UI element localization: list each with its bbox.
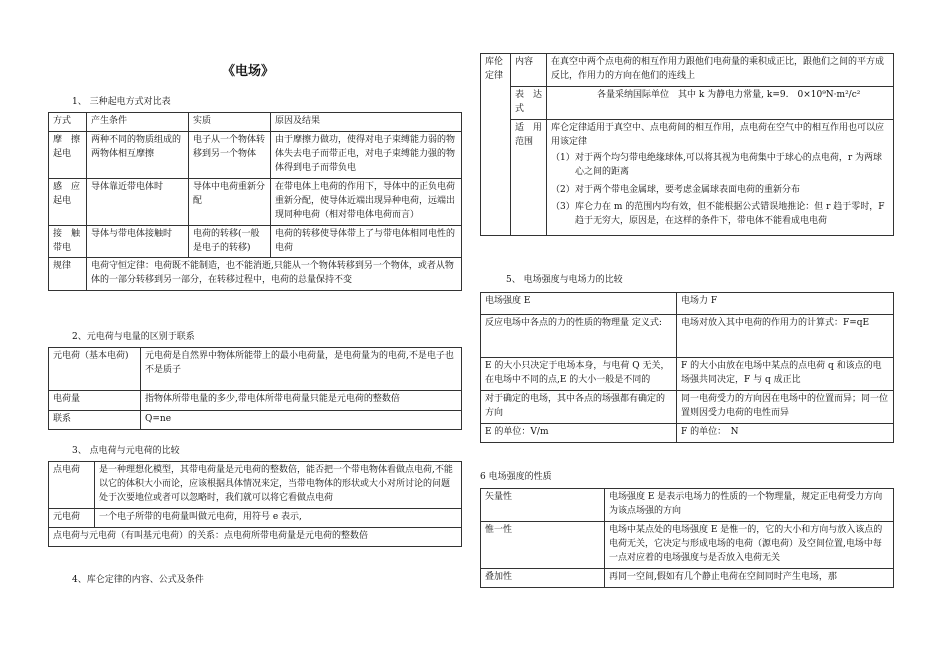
table-header-cell: 产生条件 [87,113,189,132]
table-cell: 两种不同的物质组成的两物体相互摩擦 [87,131,189,178]
list-item [551,201,889,229]
section-2-heading: 2、元电荷与电量的区别于联系 [72,332,195,342]
table-cell: 元电荷是自然界中物体所能带上的最小电荷量，是电荷量为的电荷,不是电子也不是质子 [141,348,462,391]
table-row [481,489,894,522]
table-cell: 电子从一个物体转移到另一个物体 [189,131,271,178]
table-cell: 一个电子所带的电荷量叫做元电荷，用符号 e 表示, [95,508,462,527]
coulomb-group-label: 库伦定律 [481,54,511,236]
table-row [49,527,462,546]
table-cell: 内容 [511,54,547,87]
point-charge-table [48,461,462,547]
table-cell: 电荷量 [49,391,141,411]
table-cell: 指物体所带电量的多少,带电体所带电荷量只能是元电荷的整数倍 [141,391,462,411]
table-cell: 由于摩擦力做功，使得对电子束缚能力弱的物体失去电子而带正电，对电子束缚能力强的物体得到电子而带负电 [271,131,462,178]
coulomb-law-table [480,53,894,236]
table-cell: 导体靠近带电体时 [87,178,189,225]
table-row [49,411,462,430]
law-text: 电荷守恒定律：电荷既不能制造，也不能消逝,只能从一个物体转移到另一个物体，或者从物体的一部分转移到另一部分，在转移过程中，电荷的总量保持不变 [87,258,462,291]
section-1-heading: 1、 三种起电方式对比表 [72,97,171,107]
table-cell: 电场对放入其中电荷的作用力的计算式：F=qE [677,315,894,358]
table-cell: 是一种理想化模型，其带电荷量是元电荷的整数倍，能否把一个带电物体看做点电荷,不能以它的体积大小而论，应该根据具体情况来定，当带电物体的形状或大小对所讨论的问题处于次要地位或者可以忽略时，我们就可以将它看做点电荷 [95,462,462,509]
relation-text: 点电荷与元电荷（有叫基元电荷）的关系：点电荷所带电荷量是元电荷的整数倍 [49,527,462,546]
list-item [551,184,889,198]
section-4-heading: 4、库仑定律的内容、公式及条件 [72,575,204,585]
list-item [551,152,889,180]
field-properties-table [480,488,894,588]
table-row [481,293,894,315]
table-row [481,315,894,358]
table-cell: E 的大小只决定于电场本身，与电荷 Q 无关，在电场中不同的点,E 的大小一般是不同的 [481,358,677,391]
law-label: 规律 [49,258,87,291]
section-3-heading: 3、 点电荷与元电荷的比较 [72,446,180,456]
table-cell: 电场力 F [677,293,894,315]
table-cell: 矢量性 [481,489,605,522]
table-cell: 表 达式 [511,86,547,119]
list-item-text: 库仑力在 m 的范围内均有效，但不能根据公式错误地推论：但 r 趋于零时，F 趋于无穷大，原因是，在这样的条件下，带电体不能看成电电荷 [575,202,885,227]
table-cell: 同一电荷受力的方向因在电场中的位置而异；同一位置则因受力电荷的电性而异 [677,390,894,423]
table-cell: 电场强度 E 是表示电场力的性质的一个物理量，规定正电荷受力方向为该点场强的方向 [605,489,894,522]
table-cell [547,119,894,236]
table-row [49,462,462,509]
table-row [481,423,894,442]
table-row [481,54,894,87]
table-header-row [49,113,462,132]
table-row [481,568,894,587]
table-cell: F 的大小由放在电场中某点的点电荷 q 和该点的电场强共同决定，F 与 q 成正比 [677,358,894,391]
table-cell: 惟一性 [481,521,605,568]
table-cell: 导体与带电体接触时 [87,225,189,258]
table-cell: F 的单位： N [677,423,894,442]
table-cell: 电荷的转移(一般是电子的转移) [189,225,271,258]
table-cell: 导体中电荷重新分配 [189,178,271,225]
table-cell: 接 触带电 [49,225,87,258]
charging-methods-table [48,112,462,291]
table-cell: 对于确定的电场，其中各点的场强都有确定的方向 [481,390,677,423]
table-cell: 电荷的转移使导体带上了与带电体相同电性的电荷 [271,225,462,258]
table-cell: 点电荷 [49,462,95,509]
table-header-cell: 实质 [189,113,271,132]
table-header-cell: 方式 [49,113,87,132]
table-row [481,358,894,391]
section-6-heading: 6 电场强度的性质 [480,472,552,482]
table-cell: Q=ne [141,411,462,430]
list-item-number: （3） [551,202,575,213]
table-cell: 反应电场中各点的力的性质的物理量 定义式: [481,315,677,358]
list-item-text: 对于两个带电金属球，要考虑金属球表面电荷的重新分布 [575,184,801,195]
scope-intro: 库仑定律适用于真空中、点电荷间的相互作用，点电荷在空气中的相互作用也可以应用该定律 [551,122,885,147]
table-header-cell: 原因及结果 [271,113,462,132]
table-row [481,390,894,423]
list-item-text: 对于两个均匀带电绝缘球体,可以将其视为电荷集中于球心的点电荷，r 为两球心之间的距离 [575,152,883,177]
list-item-number: （2） [551,184,575,195]
table-row [49,391,462,411]
table-row [49,225,462,258]
table-cell: 电场中某点处的电场强度 E 是惟一的，它的大小和方向与放入该点的电荷无关，它决定与形成电场的电荷（源电荷）及空间位置,电场中每一点对应着的电场强度与是否放入电荷无关 [605,521,894,568]
table-cell: 叠加性 [481,568,605,587]
table-cell: 适 用范围 [511,119,547,236]
table-cell: 元电荷（基本电荷) [49,348,141,391]
table-cell: 感 应起电 [49,178,87,225]
table-cell: 元电荷 [49,508,95,527]
table-cell: 联系 [49,411,141,430]
table-cell: 在真空中两个点电荷的相互作用力跟他们电荷量的乘积成正比，跟他们之间的平方成反比，作用力的方向在他们的连线上 [547,54,894,87]
table-row [481,119,894,236]
table-cell: E 的单位：V/m [481,423,677,442]
table-row [49,258,462,291]
table-cell: 在带电体上电荷的作用下，导体中的正负电荷重新分配，使导体近端出现异种电荷，远端出现同种电荷（相对带电体电荷而言） [271,178,462,225]
table-row [481,86,894,119]
table-row [481,521,894,568]
field-vs-force-table [480,292,894,443]
table-row [49,131,462,178]
table-row [49,348,462,391]
table-cell: 再同一空间,假如有几个静止电荷在空间同时产生电场，那 [605,568,894,587]
table-cell: 摩 擦起电 [49,131,87,178]
table-cell: 电场强度 E [481,293,677,315]
section-5-heading: 5、 电场强度与电场力的比较 [506,275,623,285]
formula-text: 各量采纳国际单位 其中 k 为静电力常量, k=9. 0×10⁹N·m²/c² [547,86,894,119]
table-row [49,178,462,225]
elementary-charge-table [48,347,462,430]
table-row [49,508,462,527]
list-item-number: （1） [551,152,575,163]
page-title: 《电场》 [222,64,275,79]
